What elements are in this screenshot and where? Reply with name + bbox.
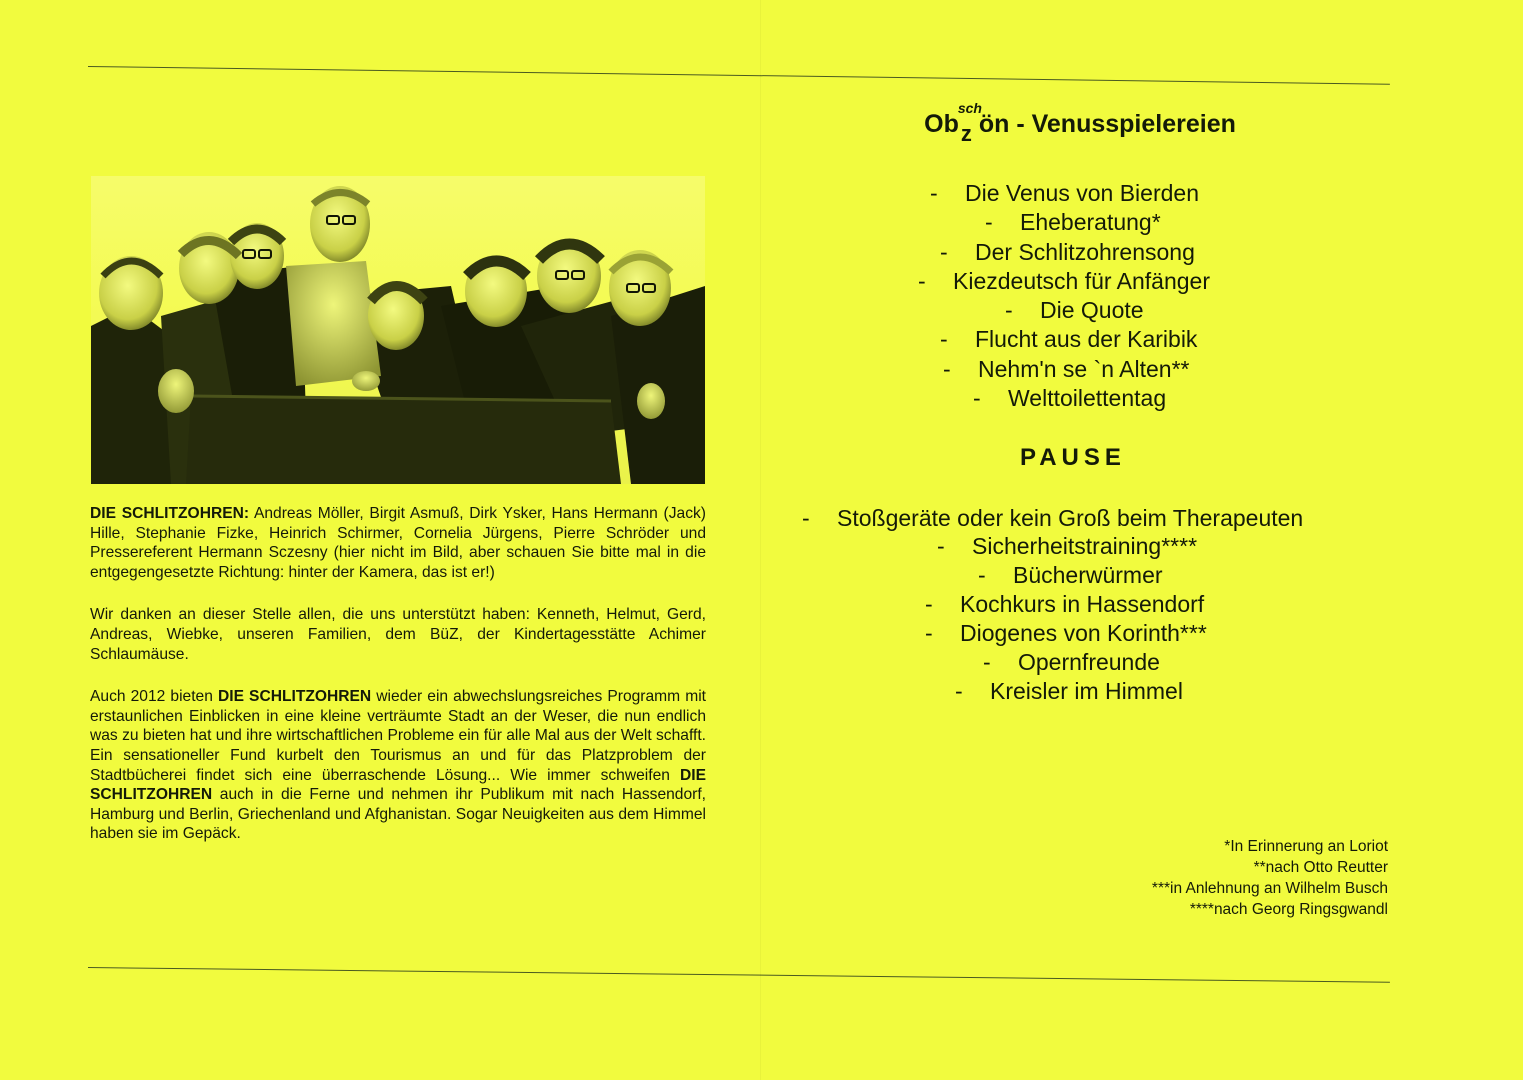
program-item bbox=[930, 180, 1199, 207]
item-dash: - bbox=[1005, 297, 1013, 323]
program-item bbox=[1005, 297, 1144, 324]
program-item bbox=[978, 562, 1163, 589]
thanks-paragraph: Wir danken an dieser Stelle allen, die uns unterstützt haben: Kenneth, Helmut, Gerd, Andreas, Wiebke, unseren Familien, dem BüZ, der Kindertagesstätte Achimer Schlaumäuse. bbox=[90, 606, 706, 663]
item-dash: - bbox=[973, 385, 981, 411]
item-dash: - bbox=[940, 239, 948, 265]
program-item bbox=[943, 356, 1190, 383]
footnotes bbox=[1152, 836, 1388, 920]
program-item bbox=[940, 239, 1195, 266]
title-superscript: sch bbox=[957, 100, 982, 116]
group-photo bbox=[91, 176, 705, 484]
program-item bbox=[973, 385, 1166, 412]
footnote: ***in Anlehnung an Wilhelm Busch bbox=[1151, 880, 1388, 897]
program-group-name-1: DIE SCHLITZOHREN bbox=[217, 688, 372, 706]
program-text-2: wieder ein abwechslungsreiches Programm mit erstaunlichen Einblicken in eine kleine verträumte Stadt an der Weser, die nun endlich was zu bieten hat und ihre wirtschaftlichen Probleme ein für alle Mal aus der Welt schafft. Ein sensationeller Fund kurbelt den Tourismus an und für das Platzproblem der Stadtbücherei findet sich eine überraschende Lösung... Wie immer schweifen bbox=[90, 688, 707, 784]
program-text-1: Auch 2012 bieten bbox=[90, 688, 218, 706]
program-item bbox=[918, 268, 1210, 295]
item-dash: - bbox=[930, 180, 938, 206]
cast-paragraph bbox=[90, 504, 706, 582]
item-label: Kreisler im Himmel bbox=[990, 678, 1183, 704]
program-item bbox=[925, 591, 1204, 618]
program-item bbox=[802, 505, 1303, 532]
item-dash: - bbox=[802, 505, 810, 531]
item-label: Sicherheitstraining**** bbox=[972, 533, 1198, 559]
pause-heading: PAUSE bbox=[1020, 444, 1126, 471]
show-title bbox=[880, 100, 1280, 146]
footnote: *In Erinnerung an Loriot bbox=[1224, 838, 1388, 855]
item-dash: - bbox=[925, 591, 933, 617]
item-dash: - bbox=[940, 326, 948, 352]
item-label: Kochkurs in Hassendorf bbox=[960, 591, 1205, 617]
program-paragraph bbox=[90, 687, 706, 844]
program-item bbox=[937, 533, 1197, 560]
fold-line bbox=[760, 0, 761, 1080]
item-label: Bücherwürmer bbox=[1013, 562, 1163, 588]
footnote: **nach Otto Reutter bbox=[1253, 859, 1388, 876]
title-subscript: z bbox=[960, 121, 972, 146]
item-label: Die Venus von Bierden bbox=[965, 180, 1199, 206]
item-dash: - bbox=[985, 209, 993, 235]
item-dash: - bbox=[937, 533, 945, 559]
item-label: Kiezdeutsch für Anfänger bbox=[953, 268, 1210, 294]
item-dash: - bbox=[918, 268, 926, 294]
program-item bbox=[985, 209, 1161, 236]
cast-names: Andreas Möller, Birgit Asmuß, Dirk Ysker, Hans Hermann (Jack) Hille, Stephanie Fizke, Heinrich Schirmer, Cornelia Jürgens, Pierre Schröder und Pressereferent Hermann Sczesny (hier nicht im Bild, aber schauen Sie bitte mal in die entgegengesetzte Richtung: hinter der Kamera, das ist er!) bbox=[90, 505, 706, 581]
program-item bbox=[940, 326, 1197, 353]
item-dash: - bbox=[955, 678, 963, 704]
top-rule bbox=[88, 66, 1390, 85]
item-label: Opernfreunde bbox=[1018, 649, 1160, 675]
item-label: Flucht aus der Karibik bbox=[975, 326, 1198, 352]
item-label: Stoßgeräte oder kein Groß beim Therapeuten bbox=[837, 505, 1304, 531]
item-label: Diogenes von Korinth*** bbox=[960, 620, 1207, 646]
left-text-block bbox=[90, 504, 706, 867]
footnote: ****nach Georg Ringsgwandl bbox=[1189, 901, 1388, 918]
item-dash: - bbox=[983, 649, 991, 675]
program-text-3: auch in die Ferne und nehmen ihr Publikum mit nach Hassendorf, Hamburg und Berlin, Griechenland und Afghanistan. Sogar Neuigkeiten aus dem Himmel haben sie im Gepäck. bbox=[90, 786, 706, 843]
title-suffix: ön - Venusspielereien bbox=[978, 110, 1236, 138]
bottom-rule bbox=[88, 967, 1390, 983]
program-item bbox=[955, 678, 1183, 705]
item-dash: - bbox=[925, 620, 933, 646]
program-item bbox=[925, 620, 1207, 647]
item-label: Welttoilettentag bbox=[1008, 385, 1167, 411]
item-label: Die Quote bbox=[1040, 297, 1144, 323]
program-item bbox=[983, 649, 1160, 676]
title-prefix: Ob bbox=[924, 110, 959, 138]
title-stacked-letters bbox=[957, 100, 982, 146]
program-group-name-2: DIE SCHLITZOHREN bbox=[90, 766, 706, 804]
item-label: Nehm'n se `n Alten** bbox=[978, 356, 1190, 382]
item-dash: - bbox=[943, 356, 951, 382]
cast-label: DIE SCHLITZOHREN: bbox=[90, 505, 250, 522]
item-label: Eheberatung* bbox=[1020, 209, 1161, 235]
item-label: Der Schlitzohrensong bbox=[975, 239, 1195, 265]
item-dash: - bbox=[978, 562, 986, 588]
